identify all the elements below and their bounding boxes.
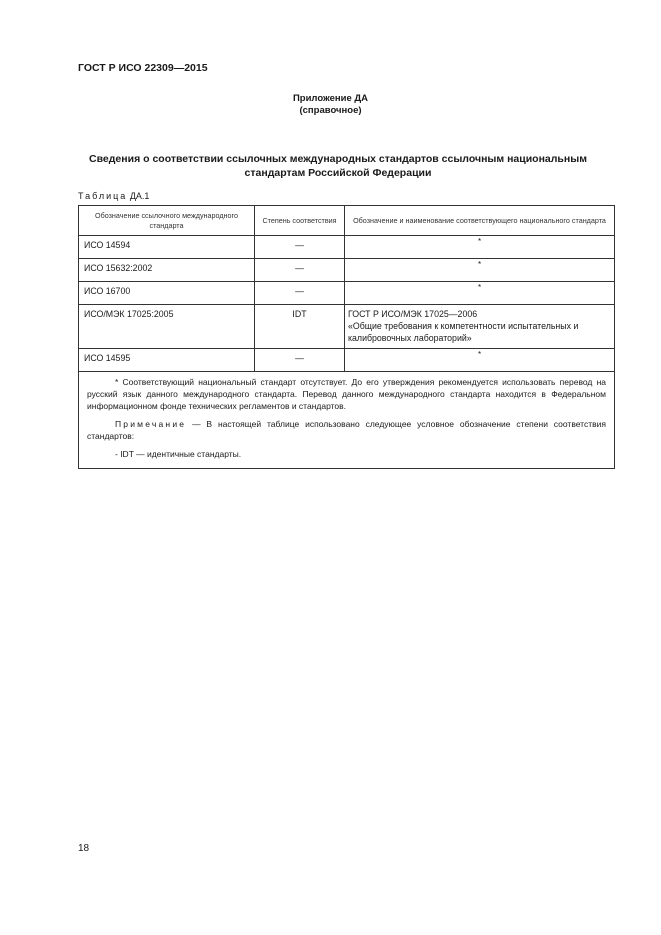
cell-degree: — bbox=[255, 349, 345, 372]
cell-intl: ИСО 14595 bbox=[79, 349, 255, 372]
footnote: * Соответствующий национальный стандарт отсутствует. До его утверждения рекомендуется использовать перевод на русский язык данного международного стандарта. Перевод данного международного стандарта находится в Федеральном информационном фонде технических регламентов и стандартов. bbox=[87, 377, 606, 412]
table-row bbox=[79, 259, 615, 282]
note bbox=[87, 418, 606, 442]
cell-intl: ИСО/МЭК 17025:2005 bbox=[79, 305, 255, 349]
national-standard-name: «Общие требования к компетентности испытательных и калибровочных лабораторий» bbox=[348, 321, 579, 343]
table-label bbox=[78, 191, 149, 201]
table-row bbox=[79, 282, 615, 305]
cell-intl: ИСО 16700 bbox=[79, 282, 255, 305]
cell-degree: — bbox=[255, 282, 345, 305]
cell-degree: — bbox=[255, 236, 345, 259]
cell-national bbox=[345, 305, 615, 349]
page-number: 18 bbox=[78, 843, 90, 854]
section-title: Сведения о соответствии ссылочных международных стандартов ссылочным национальным стандартам Российской Федерации bbox=[89, 153, 587, 179]
annex-title: Приложение ДА bbox=[292, 93, 369, 104]
cell-national: * bbox=[345, 259, 615, 282]
header-degree: Степень соответствия bbox=[255, 206, 345, 236]
annex-heading bbox=[0, 93, 661, 117]
idt-legend: - IDT — идентичные стандарты. bbox=[115, 449, 242, 460]
table-label-number: ДА.1 bbox=[129, 191, 150, 201]
cell-intl: ИСО 15632:2002 bbox=[79, 259, 255, 282]
note-text: — В настоящей таблице использовано следующее условное обозначение степени соответствия стандартов: bbox=[87, 418, 606, 441]
table-row bbox=[79, 236, 615, 259]
correspondence-table bbox=[78, 205, 615, 469]
national-standard-code: ГОСТ Р ИСО/МЭК 17025—2006 bbox=[348, 309, 478, 319]
table-row bbox=[79, 349, 615, 372]
cell-national: * bbox=[345, 282, 615, 305]
header-national-standard: Обозначение и наименование соответствующего национального стандарта bbox=[345, 206, 615, 236]
table-notes-row bbox=[79, 372, 615, 469]
cell-national: * bbox=[345, 349, 615, 372]
cell-intl: ИСО 14594 bbox=[79, 236, 255, 259]
cell-degree: IDT bbox=[255, 305, 345, 349]
table-label-word: Таблица bbox=[78, 191, 128, 201]
table-row bbox=[79, 305, 615, 349]
cell-degree: — bbox=[255, 259, 345, 282]
annex-kind: (справочное) bbox=[299, 105, 362, 116]
header-intl-standard: Обозначение ссылочного международного стандарта bbox=[79, 206, 255, 236]
cell-national: * bbox=[345, 236, 615, 259]
table-notes bbox=[79, 372, 615, 469]
note-label: Примечание bbox=[115, 418, 187, 429]
document-code: ГОСТ Р ИСО 22309—2015 bbox=[78, 62, 208, 74]
table-header-row bbox=[79, 206, 615, 236]
